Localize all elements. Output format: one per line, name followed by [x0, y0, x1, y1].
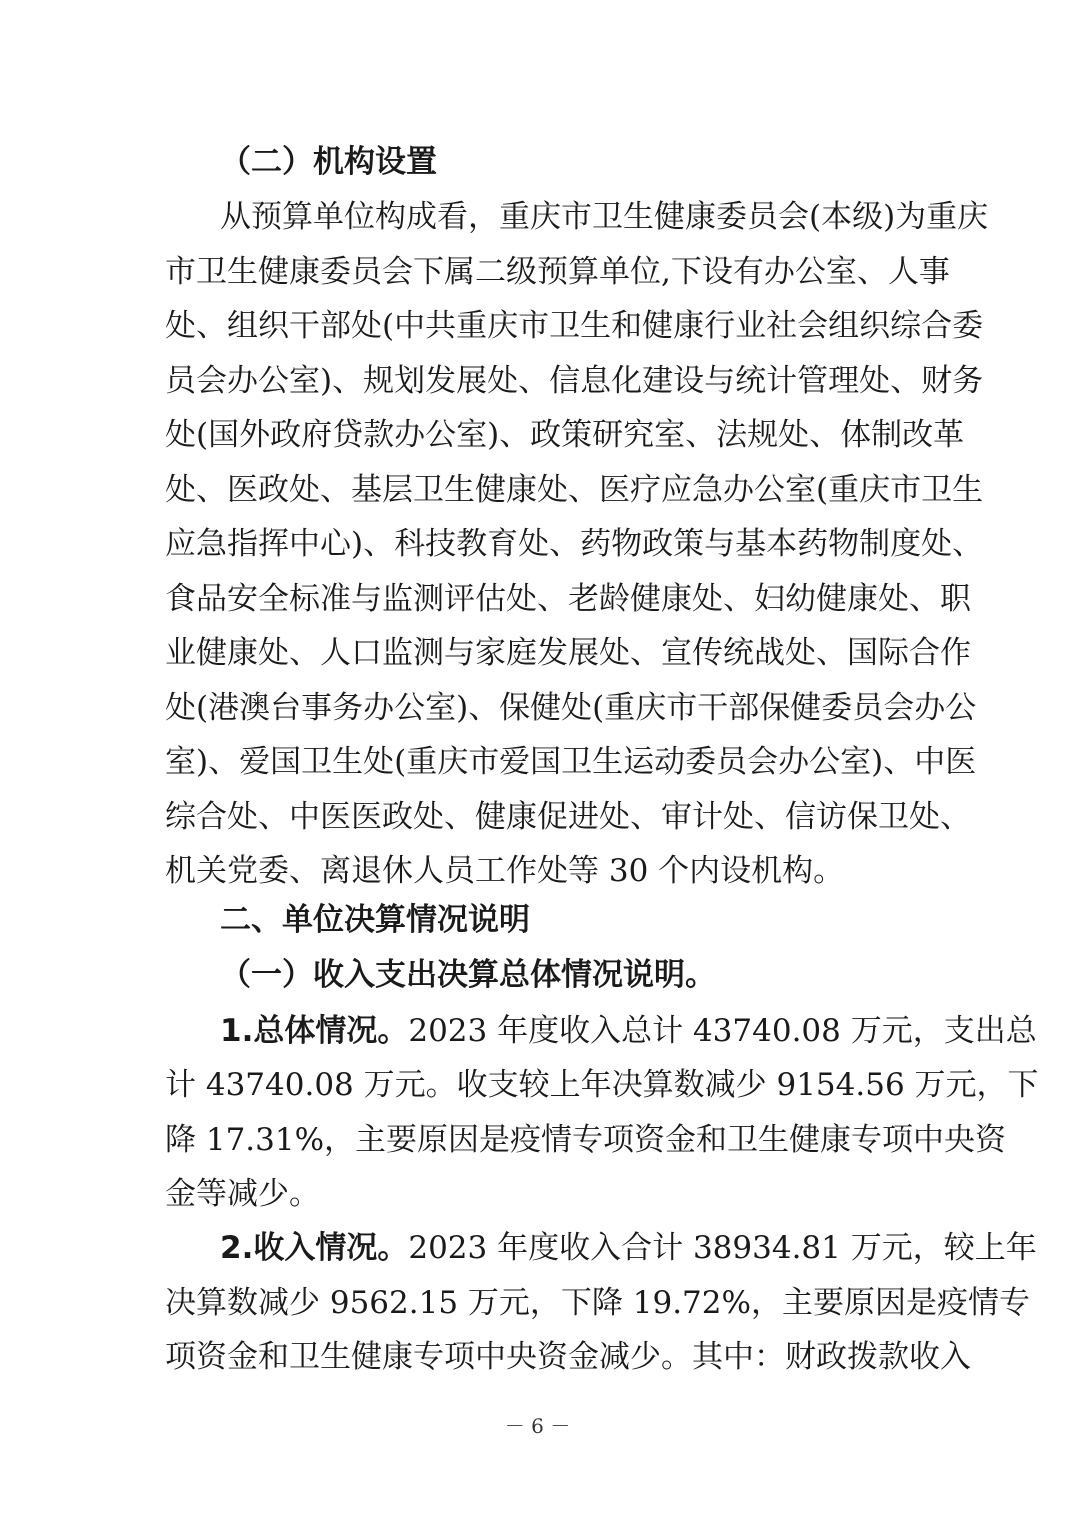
paragraph-line: 综合处、中医医政处、健康促进处、审计处、信访保卫处、	[165, 799, 971, 835]
paragraph-line: 业健康处、人口监测与家庭发展处、宣传统战处、国际合作	[165, 635, 971, 671]
paragraph-text: 2023 年度收入总计 43740.08 万元，支出总	[408, 1013, 1037, 1049]
paragraph-line	[220, 1004, 1037, 1059]
paragraph-line: 员会办公室)、规划发展处、信息化建设与统计管理处、财务	[165, 363, 984, 399]
paragraph-line: 计 43740.08 万元。收支较上年决算数减少 9154.56 万元，下	[165, 1067, 1039, 1103]
paragraph-line: 市卫生健康委员会下属二级预算单位,下设有办公室、人事	[165, 254, 950, 290]
paragraph-line: 决算数减少 9562.15 万元，下降 19.72%，主要原因是疫情专	[165, 1285, 1030, 1321]
paragraph-line: 机关党委、离退休人员工作处等 30 个内设机构。	[165, 853, 845, 889]
paragraph-line: 处(港澳台事务办公室)、保健处(重庆市干部保健委员会办公	[165, 690, 977, 726]
paragraph-line: 项资金和卫生健康专项中央资金减少。其中：财政拨款收入	[165, 1339, 971, 1375]
paragraph-line: 应急指挥中心)、科技教育处、药物政策与基本药物制度处、	[165, 526, 984, 562]
paragraph-line: 处、医政处、基层卫生健康处、医疗应急办公室(重庆市卫生	[165, 472, 984, 508]
paragraph-line: 食品安全标准与监测评估处、老龄健康处、妇幼健康处、职	[165, 581, 971, 617]
section-subheading: （一）收入支出决算总体情况说明。	[220, 957, 716, 993]
section-heading-org: （二）机构设置	[220, 144, 437, 180]
paragraph-line: 处(国外政府贷款办公室)、政策研究室、法规处、体制改革	[165, 417, 965, 453]
paragraph-line: 从预算单位构成看，重庆市卫生健康委员会(本级)为重庆	[220, 199, 989, 235]
paragraph-line: 降 17.31%，主要原因是疫情专项资金和卫生健康专项中央资	[165, 1122, 1007, 1158]
section-heading-main: 二、单位决算情况说明	[220, 902, 530, 938]
paragraph-text: 2023 年度收入合计 38934.81 万元，较上年	[408, 1230, 1037, 1266]
paragraph-lead: 2.收入情况。	[220, 1230, 409, 1266]
paragraph-line: 金等减少。	[165, 1176, 320, 1212]
paragraph-line: 处、组织干部处(中共重庆市卫生和健康行业社会组织综合委	[165, 308, 984, 344]
paragraph-lead: 1.总体情况。	[220, 1013, 409, 1049]
paragraph-line	[220, 1221, 1037, 1276]
paragraph-line: 室)、爱国卫生处(重庆市爱国卫生运动委员会办公室)、中医	[165, 744, 977, 780]
page-number: － 6 －	[504, 1414, 571, 1438]
